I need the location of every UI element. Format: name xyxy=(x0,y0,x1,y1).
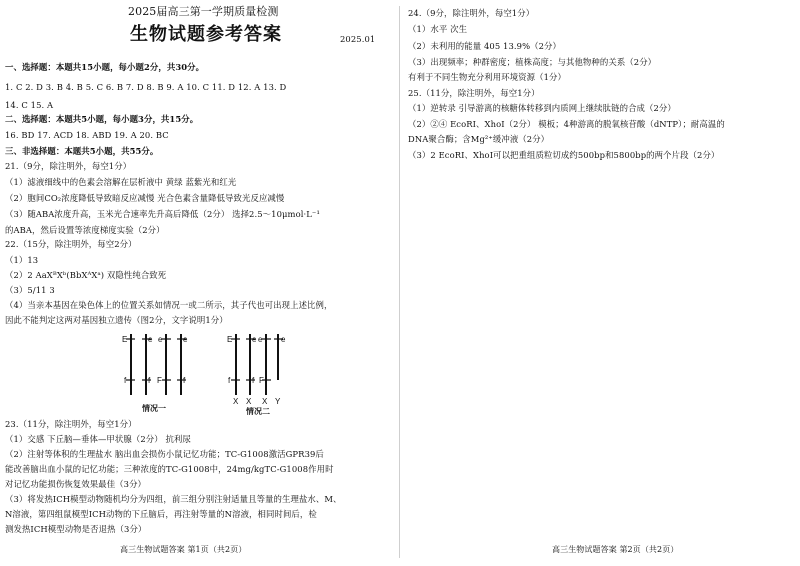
case-1-caption: 情况一 xyxy=(142,404,166,413)
allele-label: F xyxy=(259,376,264,385)
q24-heading: 24.（9分，除注明外，每空1分） xyxy=(408,8,535,18)
q21-answer-1: （1）滤液细线中的色素会溶解在层析液中 黄绿 蓝紫光和红光 xyxy=(5,177,237,187)
allele-label: E xyxy=(122,335,128,344)
q24-answer-3-line1: （3）出现频率；种群密度；植株高度；与其他物种的关系（2分） xyxy=(408,57,657,67)
chromosome-label: X xyxy=(233,397,239,406)
allele-label: e xyxy=(252,335,257,344)
chromosome-label: Y xyxy=(275,397,281,406)
q22-answer-4-line2: 因此不能判定这两对基因独立遗传（图2分，文字说明1分） xyxy=(5,315,228,325)
q23-answer-3-line1: （3）将发热ICH模型动物随机均分为四组，前三组分别注射适量且等量的生理盐水、M、 xyxy=(5,494,342,504)
q24-answer-2: （2）未利用的能量 405 13.9%（2分） xyxy=(408,41,561,51)
allele-label: E xyxy=(227,335,233,344)
q25-heading: 25.（11分，除注明外，每空1分） xyxy=(408,88,540,98)
allele-label: f xyxy=(252,376,255,385)
section-2-heading: 二、选择题：本题共5小题，每小题3分，共15分。 xyxy=(5,114,199,124)
section-1-answers-row1: 1. C 2. D 3. B 4. B 5. C 6. B 7. D 8. B 9. A 10. C 11. D 12. A 13. D xyxy=(5,82,287,92)
q25-answer-2-line1: （2）②④ EcoRⅠ、XhoⅠ（2分） 模板；4种游离的脱氧核苷酸（dNTP）；耐高温的 xyxy=(408,119,725,129)
allele-label: f xyxy=(228,376,231,385)
page-footer-2: 高三生物试题答案 第2页（共2页） xyxy=(552,545,679,554)
q25-answer-2-line2: DNA聚合酶；含Mg²⁺缓冲液（2分） xyxy=(408,134,550,144)
q23-answer-2-line2: 能改善脑出血小鼠的记忆功能；三种浓度的TC-G1008中，24mg/kgTC-G1008作用时 xyxy=(5,464,334,474)
doc-date: 2025.01 xyxy=(340,34,376,44)
q25-answer-1: （1）逆转录 引导游离的核糖体转移到内质网上继续肽链的合成（2分） xyxy=(408,103,676,113)
q24-answer-3-line2: 有利于不同生物充分利用环境资源（1分） xyxy=(408,72,566,82)
allele-label: e xyxy=(148,335,153,344)
section-1-heading: 一、选择题：本题共15小题，每小题2分，共30分。 xyxy=(5,62,205,72)
q22-answer-4-line1: （4）当亲本基因在染色体上的位置关系如情况一或二所示，其子代也可出现上述比例， xyxy=(5,300,333,310)
page-footer-1: 高三生物试题答案 第1页（共2页） xyxy=(120,545,247,554)
allele-label: e xyxy=(158,335,163,344)
q23-answer-3-line3: 测发热ICH模型动物是否退热（3分） xyxy=(5,524,147,534)
allele-label: e xyxy=(183,335,188,344)
section-2-answers: 16. BD 17. ACD 18. ABD 19. A 20. BC xyxy=(5,130,169,140)
q23-answer-2-line3: 对记忆功能损伤恢复效果最佳（3分） xyxy=(5,479,147,489)
q23-answer-3-line2: N溶液，第四组鼠模型ICH动物的下丘脑后，再注射等量的N溶液，相同时间后，检 xyxy=(5,509,317,519)
chromosome-label: X xyxy=(246,397,252,406)
allele-label: e xyxy=(281,335,286,344)
q24-answer-1: （1）水平 次生 xyxy=(408,24,468,34)
section-1-answers-row2: 14. C 15. A xyxy=(5,100,54,110)
q21-answer-2: （2）胞间CO₂浓度降低导致暗反应减慢 光合色素含量降低导致光反应减慢 xyxy=(5,193,285,203)
section-3-heading: 三、非选择题：本题共5小题，共55分。 xyxy=(5,146,159,156)
q23-answer-1: （1）交感 下丘脑—垂体—甲状腺（2分） 抗利尿 xyxy=(5,434,191,444)
exam-title: 2025届高三第一学期质量检测 xyxy=(128,5,279,18)
q23-heading: 23.（11分，除注明外，每空1分） xyxy=(5,419,137,429)
allele-label: f xyxy=(148,376,151,385)
q21-answer-3-line2: 的ABA，然后设置等浓度梯度实验（2分） xyxy=(5,225,165,235)
allele-label: f xyxy=(124,376,127,385)
chromosome-label: X xyxy=(262,397,268,406)
q22-heading: 22.（15分，除注明外，每空2分） xyxy=(5,239,137,249)
doc-title: 生物试题参考答案 xyxy=(130,24,282,45)
q23-answer-2-line1: （2）注射等体积的生理盐水 脑出血会损伤小鼠记忆功能；TC-G1008激活GPR39后 xyxy=(5,449,324,459)
answer-page-2 xyxy=(400,0,800,566)
allele-label: e xyxy=(258,335,263,344)
allele-label: F xyxy=(157,376,162,385)
q21-answer-3-line1: （3）随ABA浓度升高，玉米光合速率先升高后降低（2分） 选择2.5～10μmol·L⁻¹ xyxy=(5,209,320,219)
allele-label: f xyxy=(183,376,186,385)
q22-answer-1: （1）13 xyxy=(5,255,39,265)
q25-answer-3: （3）2 EcoRⅠ、XhoⅠ可以把重组质粒切成约500bp和5800bp的两个片段（2分） xyxy=(408,150,720,160)
q22-answer-2: （2）2 AaXᴮXᵇ(BbXᴬXᵃ) 双隐性纯合致死 xyxy=(5,270,167,280)
q22-answer-3: （3）5/11 3 xyxy=(5,285,55,295)
q21-heading: 21.（9分，除注明外，每空1分） xyxy=(5,161,132,171)
case-2-caption: 情况二 xyxy=(246,407,270,416)
